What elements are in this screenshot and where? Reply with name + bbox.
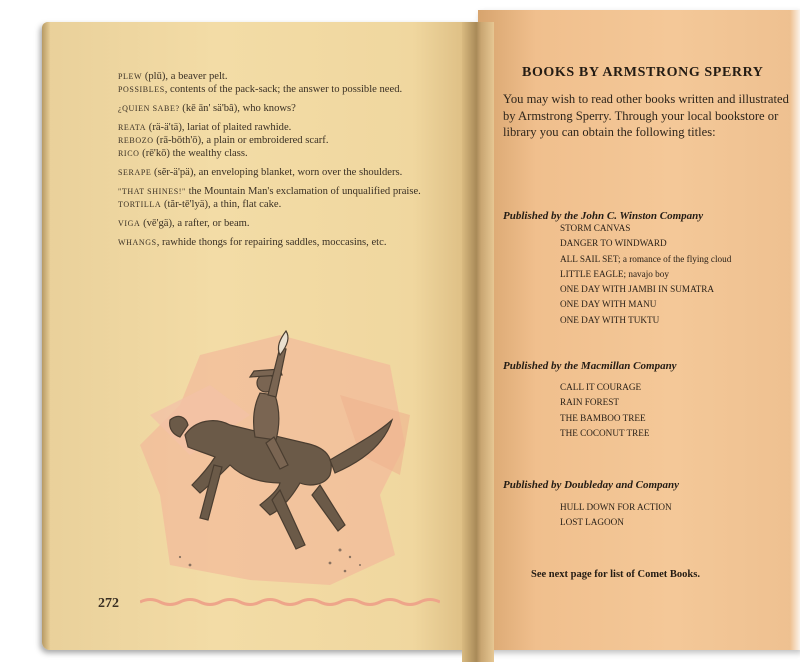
publisher-heading: Published by the Macmillan Company xyxy=(503,360,677,372)
book-title: ONE DAY WITH MANU xyxy=(560,299,657,310)
book-title: RAIN FOREST xyxy=(560,397,619,408)
glossary-entry: REBOZO (rā-bōth'ō), a plain or embroidered scarf. xyxy=(118,135,329,146)
book-title: HULL DOWN FOR ACTION xyxy=(560,502,672,512)
book-title: STORM CANVAS xyxy=(560,223,631,233)
publisher-heading: Published by the John C. Winston Company xyxy=(503,210,704,222)
left-page-edge xyxy=(42,22,50,650)
book-title: CALL IT COURAGE xyxy=(560,382,642,392)
page-number: 272 xyxy=(98,596,119,611)
glossary-entry: ¿QUIEN SABE? (kē ān' sä'bâ), who knows? xyxy=(118,103,296,114)
glossary-entry: REATA (rä-ä'tä), lariat of plaited rawhide. xyxy=(118,122,292,133)
book-title: THE COCONUT TREE xyxy=(560,427,650,438)
book-title: ONE DAY WITH JAMBI IN SUMATRA xyxy=(560,284,715,295)
page-title: BOOKS BY ARMSTRONG SPERRY xyxy=(522,65,764,80)
book-list xyxy=(560,221,800,328)
book-list xyxy=(560,500,800,531)
glossary xyxy=(118,70,438,255)
glossary-entry: "THAT SHINES!" the Mountain Man's exclamation of unqualified praise. xyxy=(118,186,421,197)
glossary-entry: VIGA (vē'gä), a rafter, or beam. xyxy=(118,218,250,229)
book-title: ONE DAY WITH TUKTU xyxy=(560,314,660,325)
book-title: LITTLE EAGLE; navajo boy xyxy=(560,268,669,279)
glossary-entry: WHANGS, rawhide thongs for repairing saddles, moccasins, etc. xyxy=(118,237,387,248)
book-title: DANGER TO WINDWARD xyxy=(560,238,667,249)
book-title: ALL SAIL SET; a romance of the flying cloud xyxy=(560,253,732,264)
glossary-entry: SERAPE (sĕr-ä'pä), an enveloping blanket, worn over the shoulders. xyxy=(118,167,403,178)
decorative-border-line xyxy=(140,595,440,609)
intro-paragraph: You may wish to read other books written and illustrated by Armstrong Sperry. Through your local bookstore or library you can obtain the following titles: xyxy=(503,92,789,139)
footer-note: See next page for list of Comet Books. xyxy=(531,569,700,580)
book-title: LOST LAGOON xyxy=(560,517,624,528)
publisher-heading: Published by Doubleday and Company xyxy=(503,479,680,491)
horse-rider-illustration xyxy=(130,325,430,595)
book-list xyxy=(560,380,800,441)
glossary-entry: POSSIBLES, contents of the pack-sack; the answer to possible need. xyxy=(118,84,403,95)
glossary-entry: RICO (rē'kō) the wealthy class. xyxy=(118,148,248,159)
glossary-entry: TORTILLA (tăr-tē'lyä), a thin, flat cake. xyxy=(118,199,282,210)
book-title: THE BAMBOO TREE xyxy=(560,412,646,423)
glossary-entry: PLEW (plū), a beaver pelt. xyxy=(118,71,228,82)
book-gutter xyxy=(462,22,494,662)
